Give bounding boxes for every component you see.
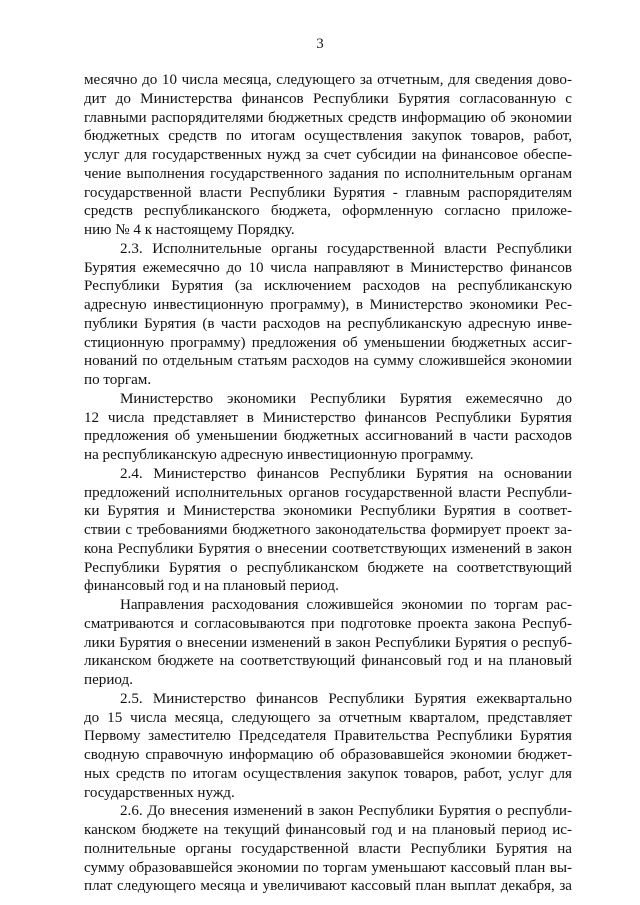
text-line: ки Бурятия и Министерства экономики Республики Бурятия в соответ- <box>84 503 572 520</box>
text-line: чение выполнения государственного задания по исполнительным органам <box>84 165 572 182</box>
text-line: главными распорядителями бюджетных средств информацию об экономии <box>84 109 572 126</box>
text-line: 12 числа представляет в Министерство финансов Республики Бурятия <box>84 409 572 426</box>
body-text <box>84 71 572 896</box>
text-line: 2.3. Исполнительные органы государственной власти Республики <box>120 240 572 257</box>
text-line: ликанском бюджете на соответствующий финансовый год и на плановый <box>84 653 572 670</box>
text-line: Первому заместителю Председателя Правительства Республики Бурятия <box>84 728 572 745</box>
text-line: Министерство экономики Республики Бурятия ежемесячно до <box>120 390 572 407</box>
text-line: государственной власти Республики Бурятия - главным распорядителям <box>84 184 572 201</box>
text-line: канском бюджете на текущий финансовый год и на плановый период ис- <box>84 822 572 838</box>
text-line: средств республиканского бюджета, оформленную согласно приложе- <box>84 203 572 220</box>
text-line: сматриваются и согласовываются при подготовке проекта закона Респуб- <box>84 615 572 632</box>
paragraph-2-3 <box>84 240 572 390</box>
paragraph-ministry-economy <box>84 390 572 465</box>
text-line: кона Республики Бурятия о внесении соответствующих изменений в закон <box>84 540 572 557</box>
paragraph-2-4 <box>84 465 572 596</box>
text-line: по торгам. <box>84 372 152 388</box>
text-line: дит до Министерства финансов Республики Бурятия согласованную с <box>84 90 572 107</box>
text-line: нований по отдельным статьям расходов на сумму сложившейся экономии <box>84 353 572 370</box>
text-line: месячно до 10 числа месяца, следующего за отчетным, для сведения дово- <box>84 72 572 88</box>
text-line: ствии с требованиями бюджетного законодательства формирует проект за- <box>84 522 572 538</box>
text-line: бюджетных средств по итогам осуществления закупок товаров, работ, <box>84 128 572 145</box>
text-line: стиционную программу) предложения об уменьшении бюджетных ассиг- <box>84 334 572 351</box>
text-line: на республиканскую адресную инвестиционную программу. <box>84 447 474 463</box>
text-line: государственных нужд. <box>84 784 235 801</box>
text-line: сводную справочную информацию об образовавшейся экономии бюджет- <box>84 747 572 763</box>
text-line: плат следующего месяца и увеличивают кассовый план выплат декабря, за <box>84 878 572 895</box>
text-line: ных средств по итогам осуществления закупок товаров, работ, услуг для <box>84 765 572 782</box>
text-line: полнительные органы государственной власти Республики Бурятия на <box>84 840 572 857</box>
text-line: адресную инвестиционную программу), в Министерство экономики Рес- <box>84 297 572 313</box>
text-line: 2.4. Министерство финансов Республики Бурятия на основании <box>120 465 572 482</box>
text-line: услуг для государственных нужд за счет субсидии на финансовое обеспе- <box>84 147 572 163</box>
text-line: Республики Бурятия о республиканском бюджете на соответствующий <box>84 559 572 576</box>
text-line: предложения об уменьшении бюджетных ассигнований в части расходов <box>84 428 572 445</box>
text-line: публики Бурятия (в части расходов на республиканскую адресную инве- <box>84 315 572 332</box>
text-line: 2.6. До внесения изменений в закон Республики Бурятия о республи- <box>120 803 572 820</box>
text-line: 2.5. Министерство финансов Республики Бурятия ежеквартально <box>120 690 572 707</box>
text-line: до 15 числа месяца, следующего за отчетным кварталом, представляет <box>84 709 572 726</box>
text-line: Республики Бурятия (за исключением расходов на республиканскую <box>84 278 572 295</box>
text-line: лики Бурятия о внесении изменений в закон Республики Бурятия о респуб- <box>84 634 572 651</box>
paragraph-savings-directions <box>84 596 572 690</box>
text-line: период. <box>84 672 133 688</box>
text-line: финансовый год и на плановый период. <box>84 578 339 595</box>
text-line: Направления расходования сложившейся экономии по торгам рас- <box>120 597 572 613</box>
text-line: сумму образовавшейся экономии по торгам уменьшают кассовый план вы- <box>84 859 572 876</box>
text-line: предложений исполнительных органов государственной власти Республи- <box>84 484 572 501</box>
text-line: Бурятия ежемесячно до 10 числа направляют в Министерство финансов <box>84 259 572 276</box>
paragraph-2-6 <box>84 802 572 896</box>
page-number: 3 <box>316 36 324 52</box>
text-line: нию № 4 к настоящему Порядку. <box>84 222 295 238</box>
paragraph-2-5 <box>84 690 572 803</box>
paragraph-1 <box>84 71 572 240</box>
